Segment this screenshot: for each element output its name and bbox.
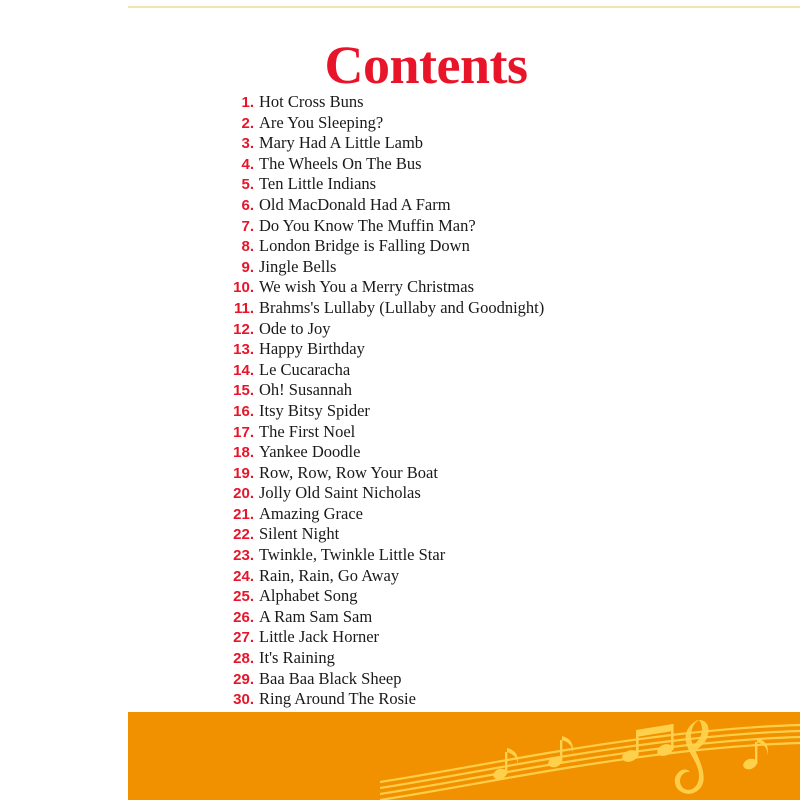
toc-entry[interactable] [228, 463, 788, 484]
toc-entry-number: 24. [233, 567, 254, 585]
toc-entry[interactable] [228, 174, 788, 195]
toc-entry-number: 7. [241, 217, 254, 235]
toc-entry[interactable] [228, 401, 788, 422]
toc-entry-title: Little Jack Horner [259, 627, 380, 647]
toc-entry-number: 25. [233, 588, 254, 606]
toc-entry[interactable] [228, 113, 788, 134]
toc-entry-title: A Ram Sam Sam [259, 606, 373, 626]
toc-entry-title: Jingle Bells [259, 256, 337, 276]
toc-entry-title: We wish You a Merry Christmas [259, 277, 474, 297]
toc-entry-title: Mary Had A Little Lamb [259, 133, 424, 153]
toc-entry[interactable] [228, 586, 788, 607]
toc-entry-title: It's Raining [259, 648, 335, 668]
toc-entry-number: 6. [241, 196, 254, 214]
toc-entry-number: 23. [233, 547, 254, 565]
toc-entry[interactable] [228, 92, 788, 113]
footer-band [128, 712, 800, 800]
toc-entry-title: Silent Night [259, 524, 340, 544]
toc-entry-title: Yankee Doodle [259, 442, 361, 462]
toc-entry[interactable] [228, 339, 788, 360]
toc-entry-title: Ring Around The Rosie [259, 689, 416, 709]
toc-entry-number: 19. [233, 464, 254, 482]
left-margin-strip [0, 0, 128, 800]
toc-entry-number: 9. [241, 258, 254, 276]
toc-entry[interactable] [228, 154, 788, 175]
toc-entry-number: 30. [233, 691, 254, 709]
toc-entry-number: 10. [233, 279, 254, 297]
toc-entry-number: 5. [241, 176, 254, 194]
toc-entry-title: Do You Know The Muffin Man? [259, 215, 476, 235]
toc-entry-number: 14. [233, 361, 254, 379]
toc-entry[interactable] [228, 483, 788, 504]
toc-entry-number: 29. [233, 670, 254, 688]
toc-entry[interactable] [228, 319, 788, 340]
toc-entry[interactable] [228, 504, 788, 525]
toc-entry-title: Brahms's Lullaby (Lullaby and Goodnight) [259, 297, 545, 317]
toc-entry[interactable] [228, 607, 788, 628]
toc-entry-number: 26. [233, 608, 254, 626]
toc-entry[interactable] [228, 669, 788, 690]
toc-entry-title: Itsy Bitsy Spider [259, 400, 370, 420]
page-title: Contents [324, 35, 528, 95]
toc-entry-title: Ode to Joy [259, 318, 331, 338]
toc-entry-title: The Wheels On The Bus [259, 153, 422, 173]
top-divider [128, 6, 800, 8]
toc-entry-title: Are You Sleeping? [259, 112, 384, 132]
toc-entry-title: Rain, Rain, Go Away [259, 565, 400, 585]
toc-entry[interactable] [228, 360, 788, 381]
toc-entry-number: 3. [241, 135, 254, 153]
toc-entry-title: Twinkle, Twinkle Little Star [259, 545, 446, 565]
toc-entry-number: 15. [233, 382, 254, 400]
toc-entry-number: 8. [241, 238, 254, 256]
toc-entry-title: London Bridge is Falling Down [259, 236, 470, 256]
toc-entry-number: 12. [233, 320, 254, 338]
toc-entry-title: Amazing Grace [259, 503, 363, 523]
toc-entry-number: 21. [233, 505, 254, 523]
toc-entry[interactable] [228, 524, 788, 545]
toc-entry-title: Happy Birthday [259, 339, 365, 359]
toc-entry-number: 18. [233, 444, 254, 462]
toc-entry[interactable] [228, 298, 788, 319]
toc-entry-title: Old MacDonald Had A Farm [259, 194, 451, 214]
toc-entry-title: Row, Row, Row Your Boat [259, 462, 438, 482]
toc-entry-number: 13. [233, 341, 254, 359]
toc-entry[interactable] [228, 257, 788, 278]
toc-entry-title: The First Noel [259, 421, 356, 441]
toc-entry[interactable] [228, 627, 788, 648]
toc-entry[interactable] [228, 566, 788, 587]
toc-entry-number: 11. [233, 299, 254, 317]
toc-entry-title: Alphabet Song [259, 586, 358, 606]
toc-entry[interactable] [228, 195, 788, 216]
toc-entry-title: Ten Little Indians [259, 174, 377, 194]
toc-entry[interactable] [228, 216, 788, 237]
toc-entry-number: 4. [241, 155, 254, 173]
toc-entry-title: Baa Baa Black Sheep [259, 668, 402, 688]
toc-entry[interactable] [228, 277, 788, 298]
toc-entry[interactable] [228, 648, 788, 669]
toc-entry-number: 20. [233, 485, 254, 503]
toc-entry-title: Le Cucaracha [259, 359, 351, 379]
toc-entry-number: 2. [241, 114, 254, 132]
toc-entry[interactable] [228, 236, 788, 257]
toc-entry-number: 22. [233, 526, 254, 544]
toc-entry-title: Hot Cross Buns [259, 92, 364, 111]
toc-entry-number: 17. [233, 423, 254, 441]
toc-entry[interactable] [228, 442, 788, 463]
toc-entry-number: 1. [241, 94, 254, 111]
toc-entry[interactable] [228, 545, 788, 566]
toc-entry[interactable] [228, 380, 788, 401]
toc-entry[interactable] [228, 133, 788, 154]
toc-entry[interactable] [228, 689, 788, 710]
toc-entry-title: Oh! Susannah [259, 380, 353, 400]
music-staff-decoration [380, 712, 800, 800]
toc-entry-number: 16. [233, 402, 254, 420]
toc-entry-title: Jolly Old Saint Nicholas [259, 483, 421, 503]
toc-entry-number: 27. [233, 629, 254, 647]
table-of-contents [228, 92, 788, 710]
toc-entry[interactable] [228, 422, 788, 443]
toc-entry-number: 28. [233, 650, 254, 668]
